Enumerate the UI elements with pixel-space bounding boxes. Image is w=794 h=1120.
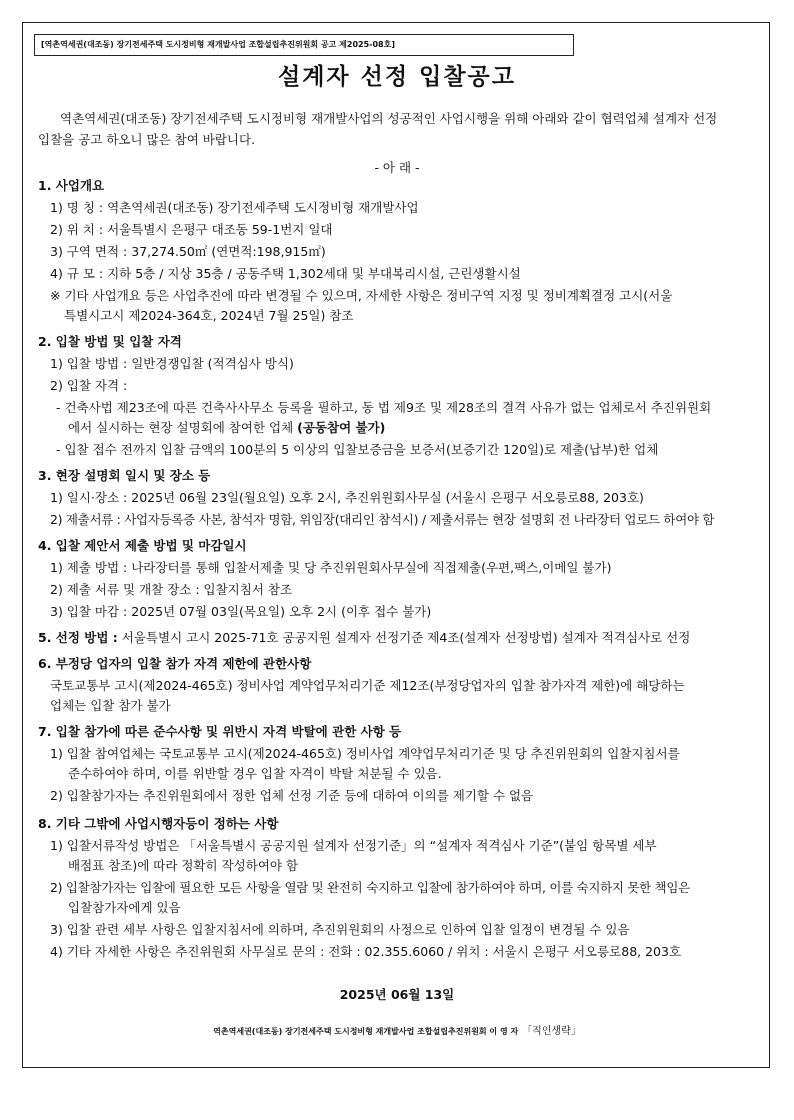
s7-item2: 2) 입찰참가자는 추진위원회에서 정한 업체 선정 기준 등에 대하여 이의를 제기할 수 없음: [50, 788, 534, 803]
section-1-heading: 1. 사업개요: [38, 178, 105, 193]
section-7-heading: 7. 입찰 참가에 따른 준수사항 및 위반시 자격 박탈에 관한 사항 등: [38, 724, 402, 739]
s6-line1: 국토교통부 고시(제2024-465호) 정비사업 계약업무처리기준 제12조(부정당업자의 입찰 참가자격 제한)에 해당하는: [50, 678, 685, 693]
s8-item1-line2: 배점표 참조)에 따라 정확히 작성하여야 함: [68, 858, 299, 873]
section-4-heading: 4. 입찰 제안서 제출 방법 및 마감일시: [38, 538, 247, 553]
notice-date: 2025년 06월 13일: [339, 987, 455, 1002]
section-5: [38, 630, 690, 646]
s2-detail2: - 입찰 접수 전까지 입찰 금액의 100분의 5 이상의 입찰보증금을 보증서(보증기간 120일)로 제출(납부)한 업체: [56, 442, 659, 457]
s4-item-place: 2) 제출 서류 및 개찰 장소 : 입찰지침서 참조: [50, 582, 293, 597]
seal-omitted-note: 「직인생략」: [522, 1026, 581, 1037]
s2-detail1-bold: (공동참여 불가): [297, 420, 386, 435]
section-3-heading: 3. 현장 설명회 일시 및 장소 등: [38, 468, 211, 483]
s1-item-name: 1) 명 칭 : 역촌역세권(대조동) 장기전세주택 도시정비형 재개발사업: [50, 200, 419, 215]
notice-number: [역촌역세권(대조동) 장기전세주택 도시정비형 재개발사업 조합설립추진위원회 공고 제2025-08호]: [34, 34, 574, 56]
s1-note-line2: 특별시고시 제2024-364호, 2024년 7월 25일) 참조: [64, 308, 354, 323]
issuer-line: [0, 1022, 794, 1037]
s1-item-location: 2) 위 치 : 서울특별시 은평구 대조동 59-1번지 일대: [50, 222, 333, 237]
s6-line2: 업체는 입찰 참가 불가: [50, 698, 171, 713]
s2-detail1-line2: [68, 420, 385, 436]
s8-item2-line1: 2) 입찰참가자는 입찰에 필요한 모든 사항을 열람 및 완전히 숙지하고 입찰에 참가하여야 하며, 이를 숙지하지 못한 책임은: [50, 880, 690, 895]
section-2-heading: 2. 입찰 방법 및 입찰 자격: [38, 334, 182, 349]
s8-item2-line2: 입찰참가자에게 있음: [68, 900, 181, 915]
s2-item-qualification: 2) 입찰 자격 :: [50, 378, 128, 393]
intro-paragraph: 역촌역세권(대조동) 장기전세주택 도시정비형 재개발사업의 성공적인 사업시행을 위해 아래와 같이 협력업체 설계자 선정 입찰을 공고 하오니 많은 참여 바랍니다.: [38, 111, 718, 147]
s2-detail1-line1: - 건축사법 제23조에 따른 건축사사무소 등록을 필하고, 동 법 제9조 및 제28조의 결격 사유가 없는 업체로서 추진위원회: [56, 400, 712, 415]
issuer-organization: 역촌역세권(대조동) 장기전세주택 도시정비형 재개발사업 조합설립추진위원회 이 영 자: [213, 1027, 519, 1036]
s7-item1-line2: 준수하여야 하며, 이를 위반할 경우 입찰 자격이 박탈 처분될 수 있음.: [68, 766, 442, 781]
section-8-heading: 8. 기타 그밖에 사업시행자등이 정하는 사항: [38, 816, 279, 831]
separator: - 아 래 -: [374, 160, 420, 175]
s1-item-scale: 4) 규 모 : 지하 5층 / 지상 35층 / 공동주택 1,302세대 및 부대복리시설, 근린생활시설: [50, 266, 521, 281]
s2-item-method: 1) 입찰 방법 : 일반경쟁입찰 (적격심사 방식): [50, 356, 294, 371]
section-5-text: 서울특별시 고시 2025-71호 공공지원 설계자 선정기준 제4조(설계자 선정방법) 설계자 적격심사로 선정: [117, 630, 691, 645]
s2-detail1-text: 에서 실시하는 현장 설명회에 참여한 업체: [68, 420, 298, 435]
s7-item1-line1: 1) 입찰 참여업체는 국토교통부 고시(제2024-465호) 정비사업 계약업무처리기준 및 당 추진위원회의 입찰지침서를: [50, 746, 680, 761]
s4-item-method: 1) 제출 방법 : 나라장터를 통해 입찰서제출 및 당 추진위원회사무실에 직접제출(우편,팩스,이메일 불가): [50, 560, 612, 575]
s8-item3: 3) 입찰 관련 세부 사항은 입찰지침서에 의하며, 추진위원회의 사정으로 인하여 입찰 일정이 변경될 수 있음: [50, 922, 630, 937]
s8-item1-line1: 1) 입찰서류작성 방법은 「서울특별시 공공지원 설계자 선정기준」의 “설계자 적격심사 기준”(붙임 항목별 세부: [50, 838, 657, 853]
s4-item-deadline: 3) 입찰 마감 : 2025년 07월 03일(목요일) 오후 2시 (이후 접수 불가): [50, 604, 432, 619]
section-5-heading: 5. 선정 방법 :: [38, 630, 118, 645]
s1-note-line1: ※ 기타 사업개요 등은 사업추진에 따라 변경될 수 있으며, 자세한 사항은 정비구역 지정 및 정비계획결정 고시(서울: [50, 288, 673, 303]
s3-item-datetime: 1) 일시·장소 : 2025년 06월 23일(월요일) 오후 2시, 추진위원회사무실 (서울시 은평구 서오릉로88, 203호): [50, 490, 644, 505]
page-title: 설계자 선정 입찰공고: [278, 64, 516, 90]
section-6-heading: 6. 부정당 업자의 입찰 참가 자격 제한에 관한사항: [38, 656, 312, 671]
s1-item-area: 3) 구역 면적 : 37,274.50㎡ (연면적:198,915㎡): [50, 244, 326, 259]
s8-item4: 4) 기타 자세한 사항은 추진위원회 사무실로 문의 : 전화 : 02.355.6060 / 위치 : 서울시 은평구 서오릉로88, 203호: [50, 944, 682, 959]
s3-item-documents: 2) 제출서류 : 사업자등록증 사본, 참석자 명함, 위임장(대리인 참석시) / 제출서류는 현장 설명회 전 나라장터 업로드 하여야 함: [50, 512, 715, 527]
